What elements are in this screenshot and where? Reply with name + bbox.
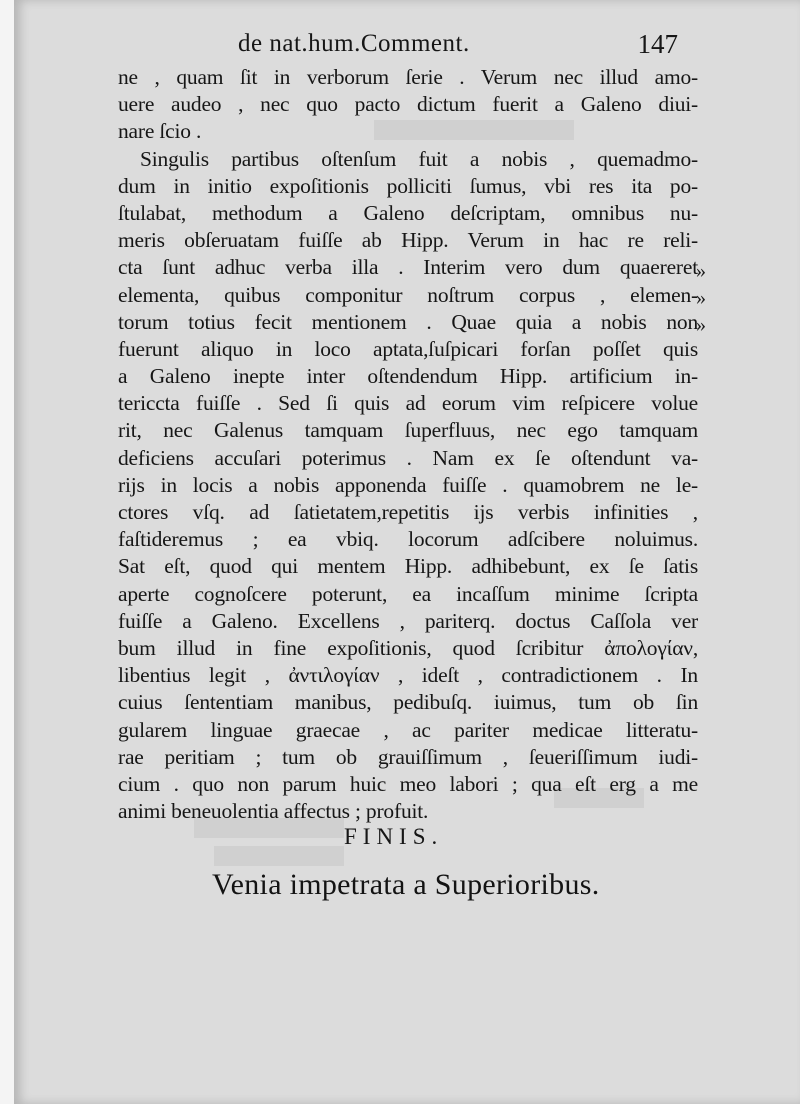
text-line: animi beneuolentia affectus ; profuit. — [118, 799, 429, 824]
quote-mark: » — [696, 314, 706, 337]
text-line: nare ſcio . — [118, 119, 202, 144]
finis: FINIS. — [344, 824, 444, 849]
book-page — [14, 0, 800, 1104]
text-line: Singulis partibus oſtenſum fuit a nobis , quemadmo- — [140, 146, 698, 171]
text-line: cta ſunt adhuc verba illa . Interim vero dum quaereret — [118, 255, 698, 280]
text-line: ne , quam ſit in verborum ſerie . Verum nec illud amo- — [118, 65, 698, 89]
page-number: 147 — [637, 29, 678, 59]
text-line: dum in initio expoſitionis polliciti ſumus, vbi res ita po- — [118, 173, 698, 198]
text-line: a Galeno inepte inter oſtendendum Hipp. artificium in- — [118, 364, 698, 389]
text-block — [118, 24, 698, 825]
text-line: rae peritiam ; tum ob grauiſſimum , ſeueriſſimum iudi- — [118, 744, 698, 769]
text-line: deficiens accuſari poterimus . Nam ex ſe oſtendunt va- — [118, 445, 698, 470]
quote-mark: » — [696, 287, 706, 310]
show-through-shadow — [214, 846, 344, 866]
text-line: torum totius fecit mentionem . Quae quia a nobis non — [118, 309, 698, 334]
text-line: fuiſſe a Galeno. Excellens , pariterq. doctus Caſſola ver — [118, 608, 698, 633]
quote-mark: » — [696, 260, 706, 282]
quotation-marks — [696, 258, 726, 340]
colophon: Venia impetrata a Superioribus. — [212, 868, 600, 901]
text-line: fuerunt aliquo in loco aptata,ſuſpicari forſan poſſet quis — [118, 336, 698, 361]
text-line: uere audeo , nec quo pacto dictum fuerit a Galeno diui- — [118, 92, 698, 117]
text-line: rit, nec Galenus tamquam ſuperfluus, nec ego tamquam — [118, 418, 698, 443]
text-line: bum illud in fine expoſitionis, quod ſcribitur ἀπολογίαν, — [118, 635, 698, 660]
body-text — [118, 64, 698, 825]
text-line: libentius legit , ἀντιλογίαν , ideſt , contradictionem . In — [118, 663, 698, 688]
text-line: aperte cognoſcere poterunt, ea incaſſum minime ſcripta — [118, 581, 698, 606]
page-edge — [0, 0, 15, 1104]
text-line: gularem linguae graecae , ac pariter medicae litteratu- — [118, 717, 698, 742]
text-line: ctores vſq. ad ſatietatem,repetitis iјs verbis infinities , — [118, 500, 698, 524]
text-line: ſtulabat, methodum a Galeno deſcriptam, omnibus nu- — [118, 200, 698, 225]
text-line: cium . quo non parum huic meo labori ; qua eſt erg a me — [118, 771, 698, 796]
text-line: rijs in locis a nobis apponenda fuiſſe . quamobrem ne le- — [118, 472, 698, 497]
text-line: cuius ſententiam manibus, pedibuſq. iuimus, tum ob ſin — [118, 690, 698, 715]
text-line: tericcta fuiſſe . Sed ſi quis ad eorum vim reſpicere volue — [118, 391, 698, 416]
text-line: meris obſeruatam fuiſſe ab Hipp. Verum in hac re reli- — [118, 228, 698, 253]
text-line: faſtideremus ; ea vbiq. locorum adſcibere noluimus. — [118, 527, 698, 552]
running-title: de nat.hum.Comment. — [238, 30, 470, 57]
running-head — [118, 24, 698, 64]
text-line: Sat eſt, quod qui mentem Hipp. adhibebunt, ex ſe ſatis — [118, 554, 698, 579]
text-line: elementa, quibus componitur noſtrum corpus , elemen- — [118, 282, 698, 307]
